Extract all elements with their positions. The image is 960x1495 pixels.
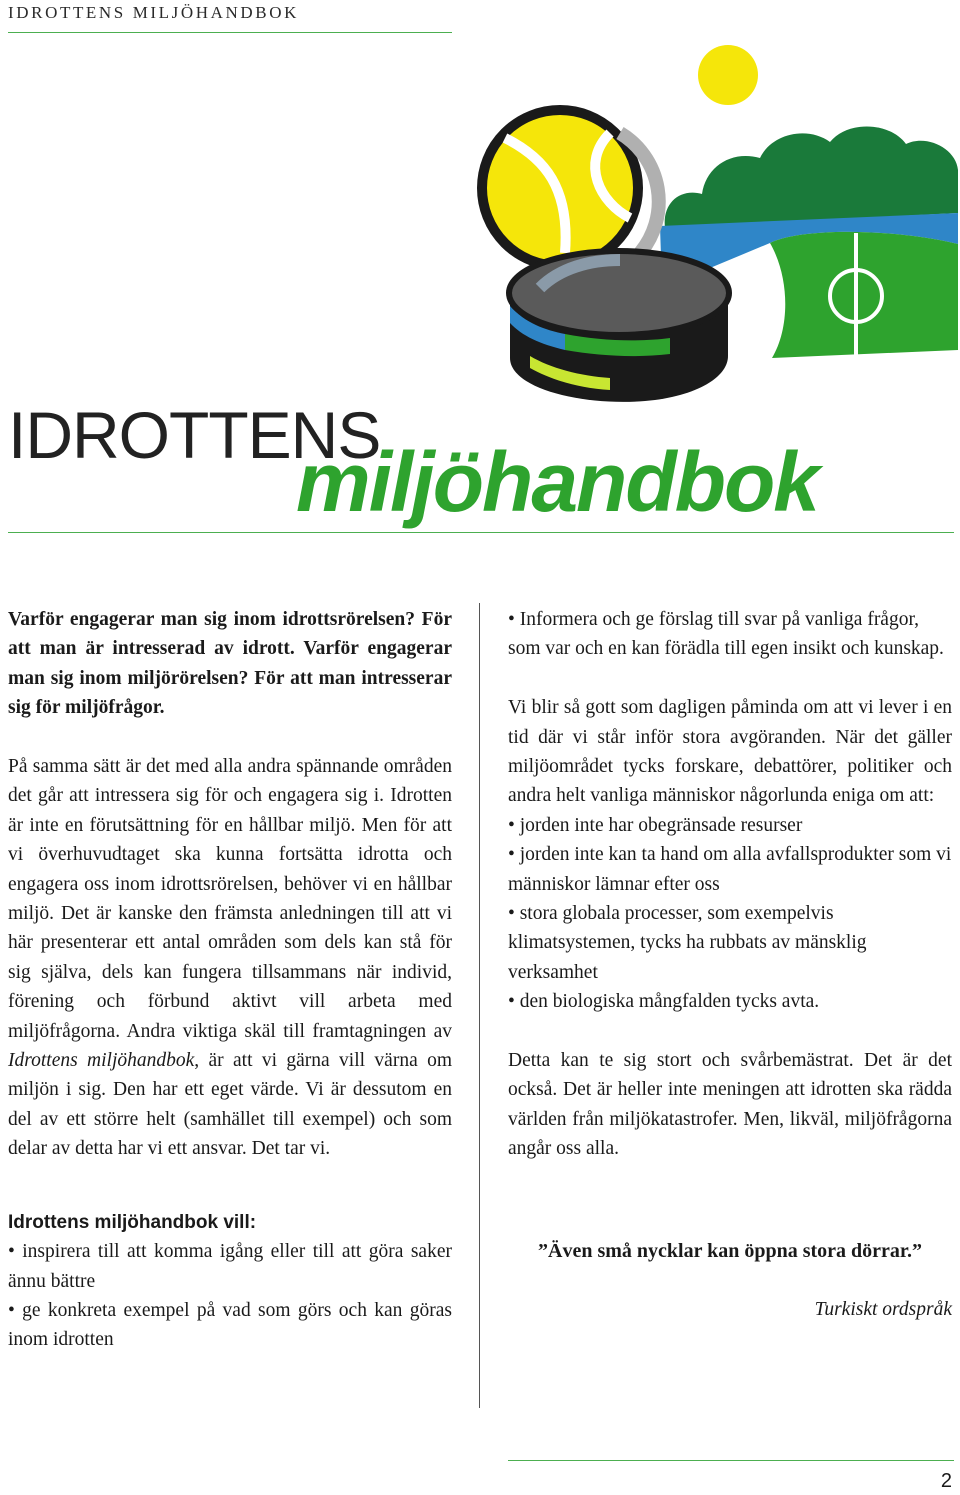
right-column [508,605,952,1325]
body-paragraph: På samma sätt är det med alla andra spännande områden det går att intressera sig för och engagera sig i. Idrotten är inte en förutsättning för en hållbar miljö. Men för att vi överhuvudtaget ska kunna fortsätta idrotta och engagera oss inom idrottsrörelsen, behöver vi en hållbar miljö. Det är kanske den främsta anledningen till att vi här presenterar ett antal områden som dels kan stå för sig själva, dels kan fungera tillsammans när individ, förening och förbund aktivt vill arbeta med miljöfrågorna. Andra viktiga skäl till framtagningen av Idrottens miljöhandbok, är att vi gärna vill värna om miljön i sig. Den har ett eget värde. Vi är dessutom en del av ett större helt (samhället till exempel) och som delar av detta har vi ett ansvar. Det tar vi. [8,756,452,1160]
intro-paragraph: Varför engagerar man sig inom idrottsrörelsen? För att man är intresserad av idrott. Varför engagerar man sig inom miljörörelsen? För att man intresserar sig för miljöfrågor. [8,609,452,719]
forest-shape [665,126,958,228]
body-paragraph: Vi blir så gott som dagligen påminda om att vi lever i en tid där vi står inför stora avgöranden. När det gäller miljöområdet tycks forskare, debattörer, politiker och andra helt vanliga människor någorlunda eniga om att: [508,697,952,807]
title-rule [8,532,954,533]
list-item: • jorden inte har obegränsade resurser [508,814,803,836]
box-item: • ge konkreta exempel på vad som görs och kan göras inom idrotten [8,1299,452,1351]
page-number: 2 [940,1470,952,1492]
quote-attribution: Turkiskt ordspråk [814,1299,952,1321]
body-paragraph: Detta kan te sig stort och svårbemästrat. Det är det också. Det är heller inte meningen att idrotten ska rädda världen från miljökatastrofer. Men, likväl, miljöfrågorna angår oss alla. [508,1050,952,1160]
box-heading: Idrottens miljöhandbok vill: [8,1211,257,1233]
book-title-italic: Idrottens miljöhandbok [8,1050,195,1072]
title-sub: miljöhandbok [296,435,818,529]
sports-environment-logo [470,38,960,423]
football-field-shape [770,232,958,358]
list-item: • den biologiska mångfalden tycks avta. [508,991,820,1013]
box-item: • inspirera till att komma igång eller till att göra saker ännu bättre [8,1241,452,1292]
left-column [8,605,452,1355]
sun-shape [698,45,758,105]
title-main: IDROTTENS [8,398,381,472]
running-title: IDROTTENS MILJÖHANDBOK [8,3,299,22]
quote: ”Även små nycklar kan öppna stora dörrar.” [538,1239,922,1262]
column-divider [479,603,480,1408]
list-item: • Informera och ge förslag till svar på vanliga frågor, som var och en kan förädla till egen insikt och kunskap. [508,609,944,660]
list-item: • jorden inte kan ta hand om alla avfallsprodukter som vi människor lämnar efter oss [508,844,952,895]
header-rule [8,32,452,33]
list-item: • stora globala processer, som exempelvis klimatsystemen, tycks ha rubbats av mänsklig verksamhet [508,903,867,983]
footer-rule [508,1460,954,1461]
